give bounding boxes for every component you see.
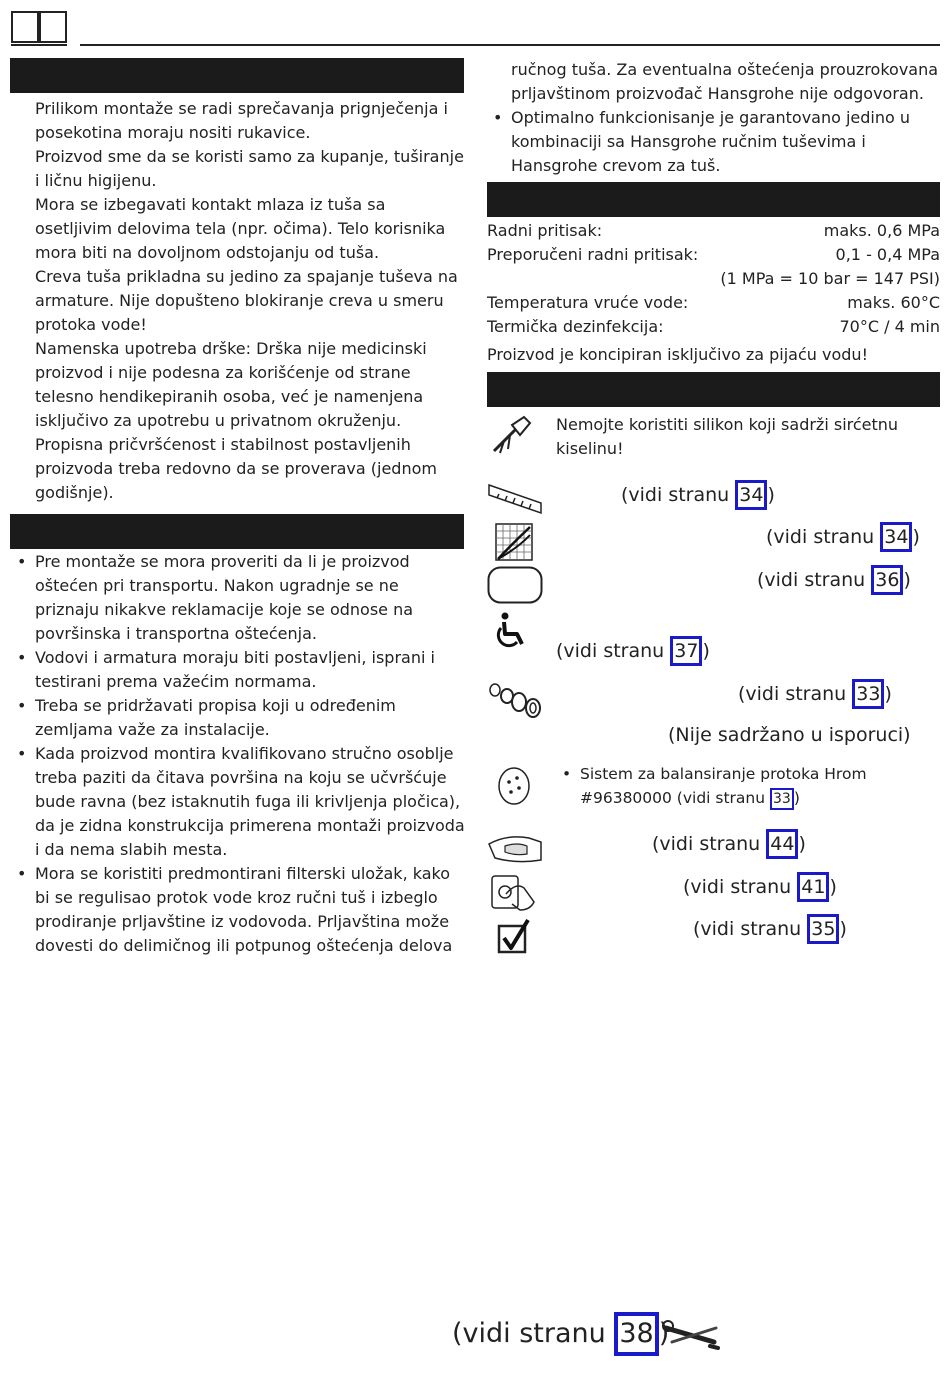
install-continued: ručnog tuša. Za eventualna oštećenja prouzrokovana prljavštinom proizvođač Hansgrohe nije odgovoran. bbox=[511, 60, 939, 103]
tech-label: Termička dezinfekcija: bbox=[487, 317, 664, 336]
page-ref-prefix: (vidi stranu bbox=[766, 526, 881, 548]
flow-text: Sistem za balansiranje protoka Hrom bbox=[580, 765, 867, 783]
page-ref-row bbox=[766, 522, 920, 552]
hand-button-icon bbox=[490, 872, 538, 912]
page-link[interactable]: 36 bbox=[871, 565, 903, 595]
book-icon bbox=[10, 9, 68, 49]
section-bar-safety bbox=[10, 58, 464, 93]
page-ref-suffix: ) bbox=[702, 640, 710, 662]
header-rule bbox=[80, 44, 940, 46]
flow-disc-icon bbox=[497, 766, 531, 806]
checkbox-icon bbox=[496, 918, 532, 956]
section-bar-install bbox=[10, 514, 464, 549]
list-item bbox=[556, 762, 941, 810]
page-ref-prefix: (vidi stranu bbox=[556, 640, 671, 662]
page-ref-suffix: ) bbox=[884, 683, 892, 705]
page-link[interactable]: 33 bbox=[852, 679, 884, 709]
page-ref-row bbox=[757, 565, 911, 595]
page-ref-suffix: ) bbox=[798, 833, 806, 855]
page-link[interactable]: 37 bbox=[670, 636, 702, 666]
list-item: • Optimalno funkcionisanje je garantovano jedino u kombinaciji sa Hansgrohe ručnim tuševima i Hansgrohe crevom za tuš. bbox=[487, 106, 942, 178]
page-ref-prefix: (vidi stranu bbox=[621, 484, 736, 506]
footer-page-ref bbox=[452, 1312, 669, 1356]
not-included-note: (Nije sadržano u isporuci) bbox=[668, 724, 911, 746]
page-link[interactable]: 34 bbox=[735, 480, 767, 510]
page-ref-suffix: ) bbox=[839, 918, 847, 940]
tech-row bbox=[487, 267, 940, 291]
install-list-continued bbox=[487, 106, 942, 178]
tech-value: 70°C / 4 min bbox=[839, 317, 940, 336]
page-ref-row bbox=[652, 829, 806, 859]
page-link[interactable]: 44 bbox=[766, 829, 798, 859]
page-ref-row bbox=[738, 679, 892, 709]
tech-row bbox=[487, 315, 940, 339]
page-ref-suffix: ) bbox=[793, 789, 800, 807]
page-ref-suffix: ) bbox=[912, 526, 920, 548]
parts-icon bbox=[487, 682, 543, 720]
list-item: • Mora se koristiti predmontirani filterski uložak, kako bi se regulisao protok vode kroz ručni tuš i izbeglo prodiranje prljavštine iz vodovoda. Prljavština može dovesti do delimičnog ili potpunog oštećenja delova bbox=[11, 862, 466, 958]
page-ref-prefix: (vidi stranu bbox=[738, 683, 853, 705]
silicone-gun-icon bbox=[490, 413, 534, 455]
page-ref-suffix: ) bbox=[829, 876, 837, 898]
safety-text bbox=[35, 97, 465, 505]
list-item: • Vodovi i armatura moraju biti postavljeni, isprani i testirani prema važećim normama. bbox=[11, 646, 466, 694]
page-link[interactable]: 41 bbox=[797, 872, 829, 902]
safety-para: Prilikom montaže se radi sprečavanja prignječenja i posekotina moraju nositi rukavice. bbox=[35, 99, 448, 142]
cleaning-hand-icon bbox=[487, 830, 543, 866]
tech-label: Preporučeni radni pritisak: bbox=[487, 245, 699, 264]
flow-text: #96380000 (vidi stranu bbox=[580, 789, 771, 807]
safety-para: Propisna pričvršćenost i stabilnost postavljenih proizvoda treba redovno da se proverava (jednom godišnje). bbox=[35, 435, 437, 502]
tech-row bbox=[487, 219, 940, 243]
ruler-icon bbox=[487, 481, 543, 519]
page-ref-suffix: ) bbox=[767, 484, 775, 506]
safety-para: Namenska upotreba drške: Drška nije medicinski proizvod i nije podesna za korišćenje od strane telesno hendikepiranih osoba, već je namenjena isključivo za upotrebu u privatnom okruženju. bbox=[35, 339, 427, 430]
tech-note: Proizvod je koncipiran isključivo za pijaću vodu! bbox=[487, 345, 868, 364]
tech-row bbox=[487, 291, 940, 315]
tech-label: Radni pritisak: bbox=[487, 221, 603, 240]
tech-value: (1 MPa = 10 bar = 147 PSI) bbox=[720, 269, 940, 288]
safety-para: Creva tuša prikladna su jedino za spajanje tuševa na armature. Nije dopušteno blokiranje creva u smeru protoka vode! bbox=[35, 267, 458, 334]
section-bar-technical bbox=[487, 182, 940, 217]
page-ref-prefix: (vidi stranu bbox=[693, 918, 808, 940]
page-ref-prefix: (vidi stranu bbox=[652, 833, 767, 855]
rounded-rectangle-icon bbox=[487, 566, 543, 604]
page-link[interactable]: 34 bbox=[880, 522, 912, 552]
page-ref-prefix: (vidi stranu bbox=[452, 1318, 615, 1349]
page-ref-row bbox=[556, 636, 710, 666]
safety-para: Mora se izbegavati kontakt mlaza iz tuša sa osetljivim delovima tela (npr. očima). Telo korisnika mora biti na dovoljnom odstojanju od tuša. bbox=[35, 195, 446, 262]
tech-value: 0,1 - 0,4 MPa bbox=[835, 245, 940, 264]
tech-label: Temperatura vruće vode: bbox=[487, 293, 689, 312]
page-ref-row bbox=[621, 480, 775, 510]
page-link[interactable]: 38 bbox=[614, 1312, 658, 1356]
list-item: • Kada proizvod montira kvalifikovano stručno osoblje treba paziti da čitava površina na koju se učvršćuje bude ravna (bez istaknutih fuga ili krivljenja pločica), da je zidna konstrukcija primerena montaži proizvoda i da nema slabih mesta. bbox=[11, 742, 466, 862]
page-ref-suffix: ) bbox=[903, 569, 911, 591]
safety-para: Proizvod sme da se koristi samo za kupanje, tuširanje i ličnu higijenu. bbox=[35, 147, 464, 190]
page-ref-prefix: (vidi stranu bbox=[683, 876, 798, 898]
page-ref-prefix: (vidi stranu bbox=[757, 569, 872, 591]
section-bar-description bbox=[487, 372, 940, 407]
tech-row bbox=[487, 243, 940, 267]
page-ref-row bbox=[683, 872, 837, 902]
technical-data bbox=[487, 219, 940, 367]
tech-value: maks. 60°C bbox=[847, 293, 940, 312]
wrench-icon bbox=[662, 1320, 720, 1352]
list-item: • Pre montaže se mora proveriti da li je proizvod oštećen pri transportu. Nakon ugradnje se ne priznaju nikakve reklamacije koje se odnose na površinska i transportna oštećenja. bbox=[11, 550, 466, 646]
page-link[interactable]: 33 bbox=[770, 788, 794, 810]
page-ref-suffix: ) bbox=[658, 1318, 670, 1349]
page-ref-row bbox=[693, 914, 847, 944]
silicone-warning: Nemojte koristiti silikon koji sadrži sirćetnu kiselinu! bbox=[556, 415, 899, 458]
flow-chart-icon bbox=[495, 523, 533, 561]
tech-value: maks. 0,6 MPa bbox=[823, 221, 940, 240]
install-list bbox=[11, 550, 466, 958]
page-link[interactable]: 35 bbox=[807, 914, 839, 944]
wheelchair-icon bbox=[495, 612, 531, 650]
list-item: • Treba se pridržavati propisa koji u određenim zemljama važe za instalacije. bbox=[11, 694, 466, 742]
flow-list bbox=[556, 762, 941, 810]
